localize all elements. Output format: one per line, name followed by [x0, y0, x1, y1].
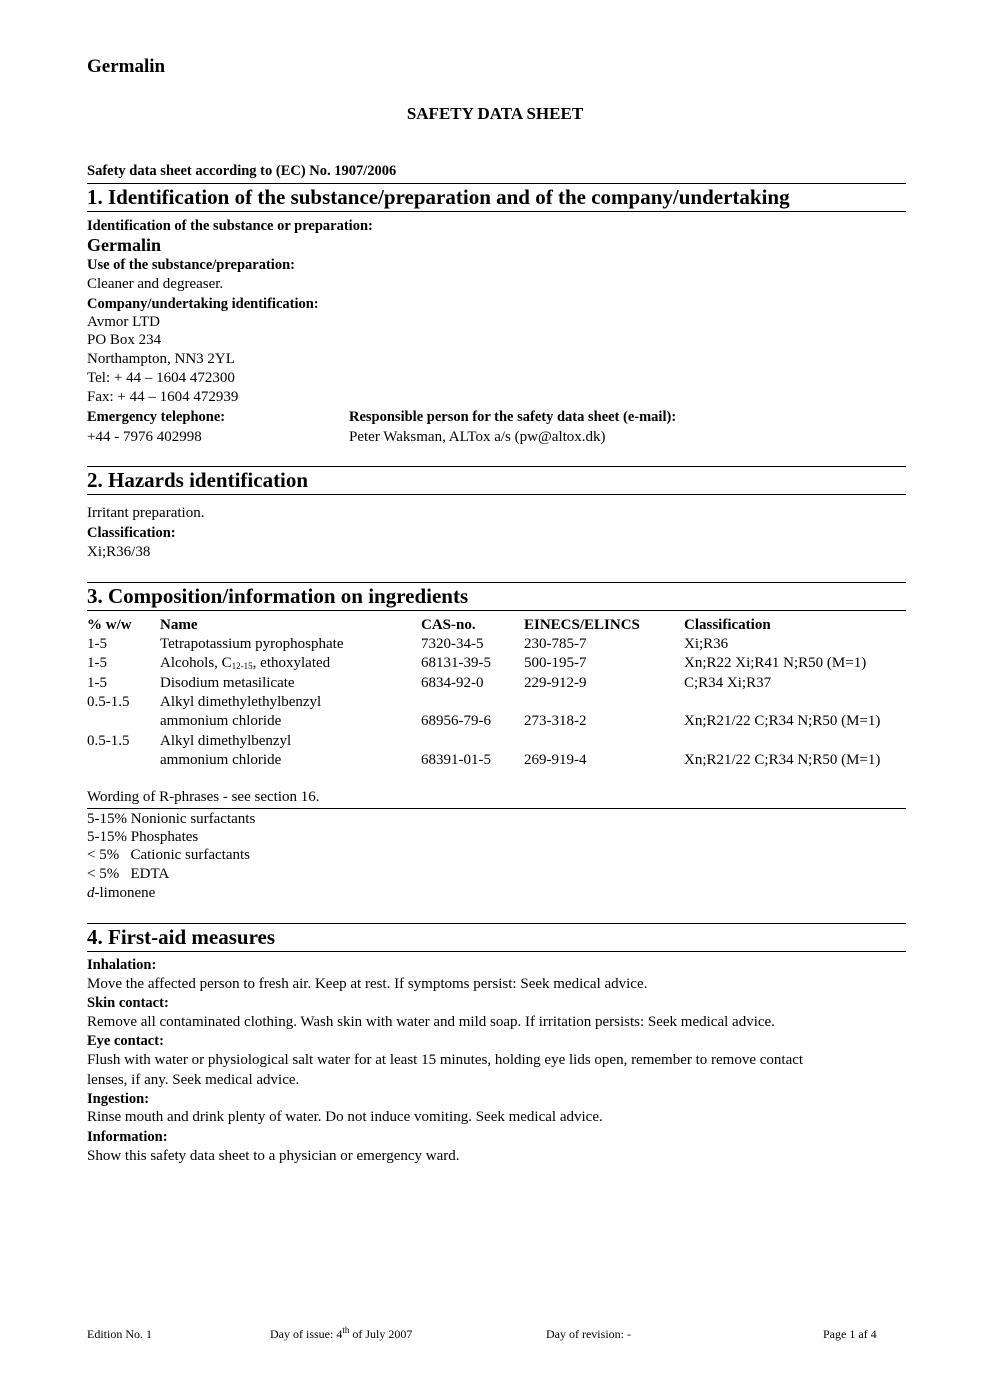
- table-cell-classification: C;R34 Xi;R37: [684, 675, 772, 691]
- classification-label: Classification:: [87, 525, 176, 541]
- table-cell-pct: 1-5: [87, 675, 107, 691]
- table-cell-einecs: 229-912-9: [524, 675, 587, 691]
- table-cell-einecs: 269-919-4: [524, 752, 587, 768]
- footer-revision-date: Day of revision: -: [546, 1327, 631, 1341]
- product-name: Germalin: [87, 56, 166, 77]
- content-line: [87, 885, 155, 902]
- carbon-range-subscript: 12-15: [231, 661, 253, 671]
- document-title: SAFETY DATA SHEET: [406, 104, 584, 123]
- company-line: Avmor LTD: [87, 314, 160, 330]
- limonene-name: -limonene: [94, 885, 156, 901]
- table-cell-name: Alkyl dimethylethylbenzyl: [160, 694, 322, 710]
- inhalation-text: Move the affected person to fresh air. Keep at rest. If symptoms persist: Seek medical advice.: [87, 976, 648, 992]
- section-2-bottom-rule: [87, 494, 906, 495]
- table-cell-pct: 0.5-1.5: [87, 733, 130, 749]
- table-cell-pct: 1-5: [87, 636, 107, 652]
- section-1-bottom-rule: [87, 211, 906, 212]
- table-cell-cas: 6834-92-0: [421, 675, 484, 691]
- ingestion-label: Ingestion:: [87, 1091, 150, 1107]
- emergency-label: Emergency telephone:: [87, 409, 226, 425]
- use-value: Cleaner and degreaser.: [87, 276, 224, 292]
- table-cell-name: Alkyl dimethylbenzyl: [160, 733, 292, 749]
- company-line: Northampton, NN3 2YL: [87, 351, 235, 367]
- table-cell-pct: 1-5: [87, 655, 107, 671]
- eye-contact-text: Flush with water or physiological salt water for at least 15 minutes, holding eye lids open, remember to remove contact: [87, 1052, 804, 1068]
- name-suffix: , ethoxylated: [252, 655, 331, 671]
- company-line: Fax: + 44 – 1604 472939: [87, 389, 239, 405]
- table-cell-name: Disodium metasilicate: [160, 675, 295, 691]
- col-header-name: Name: [160, 617, 198, 633]
- ingestion-text: Rinse mouth and drink plenty of water. Do not induce vomiting. Seek medical advice.: [87, 1109, 603, 1125]
- content-line: < 5% Cationic surfactants: [87, 847, 251, 863]
- skin-contact-text: Remove all contaminated clothing. Wash skin with water and mild soap. If irritation persists: Seek medical advice.: [87, 1014, 775, 1030]
- inhalation-label: Inhalation:: [87, 957, 157, 973]
- company-line: Tel: + 44 – 1604 472300: [87, 370, 235, 386]
- information-label: Information:: [87, 1129, 168, 1145]
- table-cell-classification: Xn;R21/22 C;R34 N;R50 (M=1): [684, 752, 881, 768]
- table-cell-einecs: 230-785-7: [524, 636, 587, 652]
- use-label: Use of the substance/preparation:: [87, 257, 295, 273]
- emergency-value: +44 - 7976 402998: [87, 429, 202, 445]
- identification-label: Identification of the substance or preparation:: [87, 218, 373, 234]
- section-2-title: 2. Hazards identification: [87, 468, 309, 492]
- table-cell-name-continued: ammonium chloride: [160, 713, 282, 729]
- table-cell-cas: 68956-79-6: [421, 713, 491, 729]
- table-cell-cas: 68131-39-5: [421, 655, 491, 671]
- classification-value: Xi;R36/38: [87, 544, 151, 560]
- section-4-bottom-rule: [87, 951, 906, 952]
- col-header-classification: Classification: [684, 617, 771, 633]
- eye-contact-label: Eye contact:: [87, 1033, 164, 1049]
- table-cell-classification: Xi;R36: [684, 636, 729, 652]
- col-header-einecs: EINECS/ELINCS: [524, 617, 640, 633]
- content-line: < 5% EDTA: [87, 866, 170, 882]
- identification-value: Germalin: [87, 235, 161, 255]
- table-cell-cas: 68391-01-5: [421, 752, 491, 768]
- table-cell-classification: Xn;R21/22 C;R34 N;R50 (M=1): [684, 713, 881, 729]
- ordinal-suffix: th: [342, 1325, 350, 1335]
- footer-page-number: Page 1 af 4: [823, 1327, 877, 1341]
- table-cell-classification: Xn;R22 Xi;R41 N;R50 (M=1): [684, 655, 867, 671]
- table-cell-pct: 0.5-1.5: [87, 694, 130, 710]
- responsible-label: Responsible person for the safety data sheet (e-mail):: [349, 409, 677, 425]
- skin-contact-label: Skin contact:: [87, 995, 169, 1011]
- company-label: Company/undertaking identification:: [87, 296, 319, 312]
- content-line: 5-15% Nonionic surfactants: [87, 811, 256, 827]
- company-line: PO Box 234: [87, 332, 162, 348]
- section-2-top-rule: [87, 466, 906, 467]
- eye-contact-text-continued: lenses, if any. Seek medical advice.: [87, 1072, 300, 1088]
- table-cell-einecs: 500-195-7: [524, 655, 587, 671]
- limonene-prefix: d: [87, 885, 95, 901]
- hazard-text: Irritant preparation.: [87, 505, 205, 521]
- table-cell-name: Tetrapotassium pyrophosphate: [160, 636, 344, 652]
- footer-issue-date: [270, 1327, 412, 1342]
- content-line: 5-15% Phosphates: [87, 829, 199, 845]
- issue-date-prefix: Day of issue: 4: [270, 1327, 343, 1341]
- table-cell-name-continued: ammonium chloride: [160, 752, 282, 768]
- col-header-pct: % w/w: [87, 617, 132, 633]
- section-4-title: 4. First-aid measures: [87, 925, 276, 949]
- section-3-title: 3. Composition/information on ingredients: [87, 584, 469, 608]
- table-cell-name: [160, 655, 330, 672]
- footer-edition: Edition No. 1: [87, 1327, 152, 1341]
- table-cell-einecs: 273-318-2: [524, 713, 587, 729]
- name-prefix: Alcohols, C: [160, 655, 232, 671]
- issue-date-suffix: of July 2007: [349, 1327, 413, 1341]
- composition-divider: [87, 808, 906, 809]
- col-header-cas: CAS-no.: [421, 617, 476, 633]
- section-3-bottom-rule: [87, 610, 906, 611]
- section-1-title: 1. Identification of the substance/preparation and of the company/undertaking: [87, 185, 790, 209]
- section-3-top-rule: [87, 582, 906, 583]
- information-text: Show this safety data sheet to a physician or emergency ward.: [87, 1148, 460, 1164]
- r-phrases-note: Wording of R-phrases - see section 16.: [87, 789, 320, 805]
- responsible-value: Peter Waksman, ALTox a/s (pw@altox.dk): [349, 429, 606, 445]
- regulation-reference: Safety data sheet according to (EC) No. 1907/2006: [87, 163, 397, 179]
- section-4-top-rule: [87, 923, 906, 924]
- section-1-top-rule: [87, 183, 906, 184]
- table-cell-cas: 7320-34-5: [421, 636, 484, 652]
